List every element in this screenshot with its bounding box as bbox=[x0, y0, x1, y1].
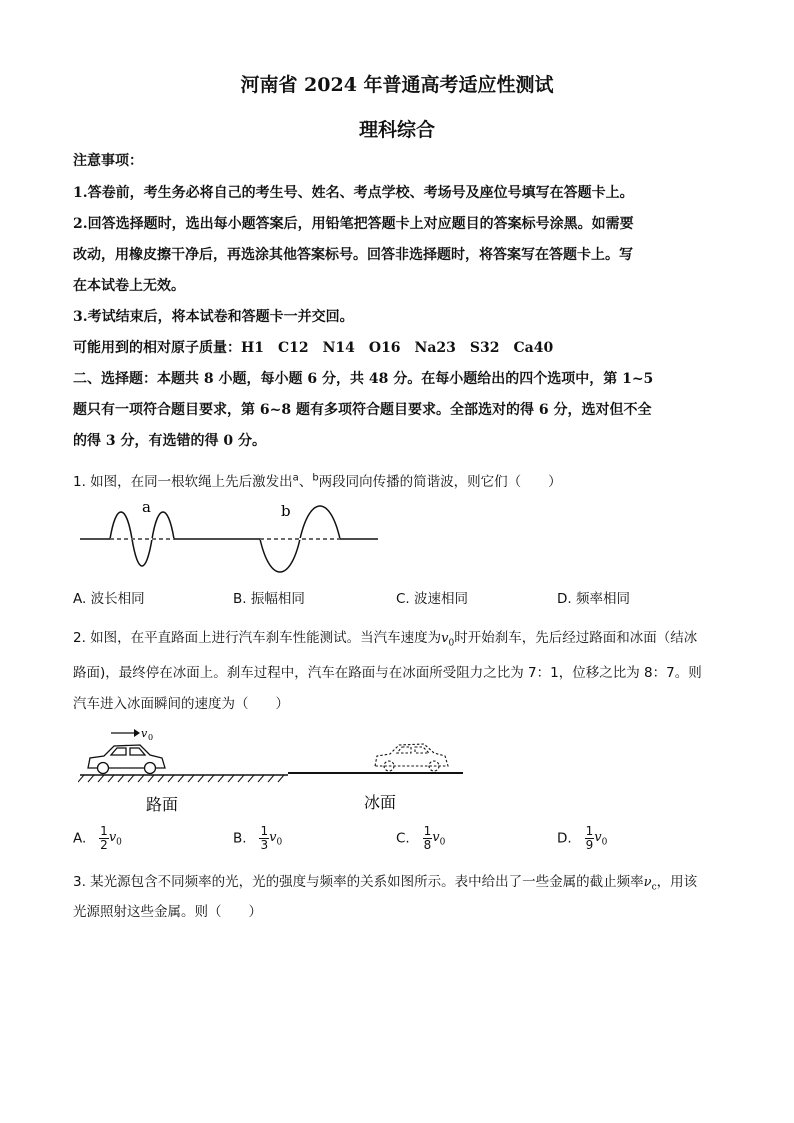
q1-option-d[interactable]: D. 频率相同 bbox=[557, 591, 630, 607]
q2-stem-line-2: 路面)，最终停在冰面上。刹车过程中，汽车在路面与在冰面所受阻力之比为 7：1，位移之比为 8：7。则 bbox=[73, 665, 702, 681]
q2-stem-line-1 bbox=[73, 626, 697, 649]
q2-option-b[interactable]: B. $\frac{1}{3}$ $v_0$ bbox=[233, 824, 283, 852]
q1-wave-figure bbox=[78, 495, 388, 575]
q1-stem bbox=[73, 470, 562, 490]
q2-option-d[interactable]: D. $\frac{1}{9}$ $v_0$ bbox=[557, 824, 608, 852]
q3-stem-line-1-post: ，用该 bbox=[656, 874, 698, 890]
road-hatching bbox=[78, 775, 284, 782]
q1-stem-post: 两段同向传播的简谐波，则它们（ ） bbox=[318, 474, 562, 490]
q3-stem-line-1-pre: 3. 某光源包含不同频率的光，光的强度与频率的关系如图所示。表中给出了一些金属的截止频率 bbox=[73, 874, 644, 890]
q1-label-a: a bbox=[142, 498, 151, 516]
q3-nu-c: $\nu_c$ bbox=[643, 875, 657, 893]
q1-stem-a: a bbox=[292, 472, 299, 484]
note-item-1: 1.答卷前，考生务必将自己的考生号、姓名、考点学校、考场号及座位号填写在答题卡上。 bbox=[73, 185, 634, 201]
q2-fig-v: v bbox=[141, 727, 148, 740]
q2-option-c[interactable]: C. $\frac{1}{8}$ $v_0$ bbox=[396, 824, 446, 852]
q1-option-c[interactable]: C. 波速相同 bbox=[396, 591, 469, 607]
notes-heading: 注意事项： bbox=[73, 153, 143, 169]
page-title: 河南省 2024 年普通高考适应性测试 bbox=[240, 74, 554, 96]
section-line-2: 题只有一项符合题目要求，第 6~8 题有多项符合题目要求。全部选对的得 6 分，选对但不全 bbox=[73, 402, 652, 418]
note-item-2-line-2: 改动，用橡皮擦干净后，再选涂其他答案标号。回答非选择题时，将答案写在答题卡上。写 bbox=[73, 247, 633, 263]
q2-stem-line-1-post: 时开始刹车，先后经过路面和冰面（结冰 bbox=[454, 630, 698, 646]
note-item-3: 3.考试结束后，将本试卷和答题卡一并交回。 bbox=[73, 309, 354, 325]
q2-v0: $v_0$ bbox=[441, 631, 455, 649]
q1-option-a[interactable]: A. 波长相同 bbox=[73, 591, 145, 607]
q1-stem-b: b bbox=[312, 472, 319, 484]
q3-stem-line-2: 光源照射这些金属。则（ ） bbox=[73, 904, 262, 920]
atomic-mass-line: 可能用到的相对原子质量：H1 C12 N14 O16 Na23 S32 Ca40 bbox=[73, 340, 554, 356]
q2-car-figure bbox=[78, 722, 468, 822]
section-line-1: 二、选择题：本题共 8 小题，每小题 6 分，共 48 分。在每小题给出的四个选项中，第 1~5 bbox=[73, 371, 654, 387]
q1-option-b[interactable]: B. 振幅相同 bbox=[233, 591, 305, 607]
q2-stem-line-1-pre: 2. 如图，在平直路面上进行汽车刹车性能测试。当汽车速度为 bbox=[73, 630, 442, 646]
note-item-2-line-1: 2.回答选择题时，选出每小题答案后，用铅笔把答题卡上对应题目的答案标号涂黑。如需要 bbox=[73, 216, 634, 232]
page-subtitle: 理科综合 bbox=[358, 119, 435, 141]
q3-stem-line-1 bbox=[73, 870, 697, 893]
note-item-2-line-3: 在本试卷上无效。 bbox=[73, 278, 185, 294]
q2-option-a[interactable]: A. $\frac{1}{2}$ $v_0$ bbox=[73, 824, 122, 852]
q1-stem-pre: 1. 如图，在同一根软绳上先后激发出 bbox=[73, 474, 293, 490]
q2-fig-sub: 0 bbox=[148, 733, 154, 742]
road-label: 路面 bbox=[146, 795, 179, 814]
car-solid-icon bbox=[88, 745, 165, 774]
section-line-3: 的得 3 分，有选错的得 0 分。 bbox=[73, 433, 266, 449]
car-dashed-icon bbox=[375, 744, 448, 771]
q1-label-b: b bbox=[281, 502, 291, 520]
ice-label: 冰面 bbox=[364, 793, 397, 812]
q1-stem-sep: 、 bbox=[298, 474, 313, 490]
q2-stem-line-3: 汽车进入冰面瞬间的速度为（ ） bbox=[73, 696, 289, 712]
